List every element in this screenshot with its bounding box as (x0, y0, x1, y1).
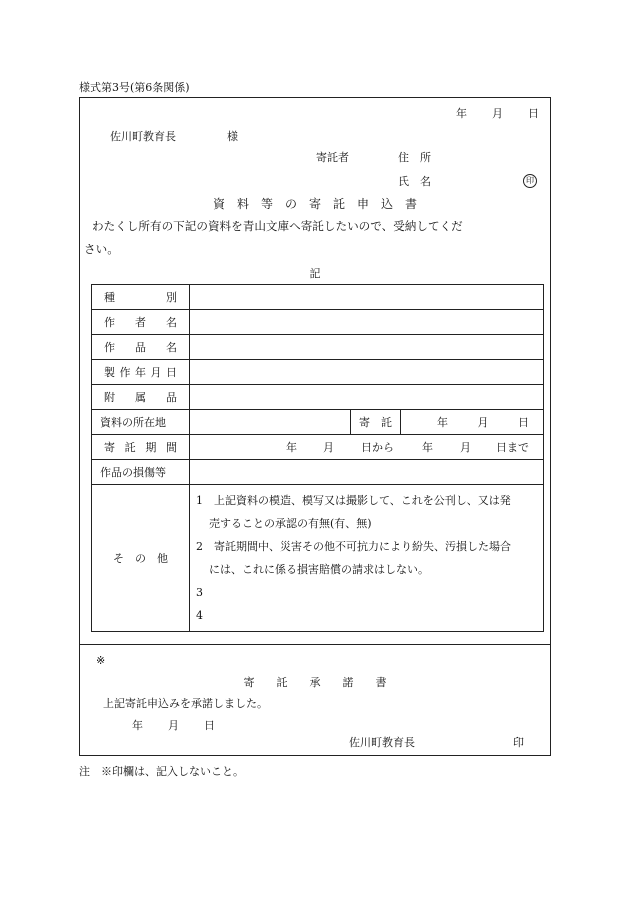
approval-mark: ※ (96, 654, 106, 667)
seal-mark: 印 (523, 174, 537, 188)
deposit-month-label: 月 (477, 416, 489, 429)
body-text-line1: わたくし所有の下記の資料を青山文庫へ寄託したいので、受納してくだ (92, 219, 463, 233)
form-number: 様式第3号(第6条関係) (79, 81, 190, 94)
deposit-day-label: 日 (518, 416, 529, 429)
period-from: 日から (361, 441, 394, 454)
period-field[interactable] (190, 435, 544, 460)
addressee-honorific: 様 (227, 130, 238, 143)
other-field (190, 485, 544, 632)
approval-seal: 印 (513, 736, 524, 749)
addressee-name: 佐川町教育長 (110, 130, 176, 143)
row-label-location: 資料の所在地 (92, 410, 190, 435)
accessories-field[interactable] (190, 385, 544, 410)
deposit-year-label: 年 (437, 416, 448, 429)
approval-signer: 佐川町教育長 (349, 736, 415, 749)
section-divider (80, 644, 550, 645)
table-row (92, 460, 544, 485)
other-item-1: 1 上記資料の模造、模写又は撮影して、これを公刊し、又は発 (196, 494, 511, 507)
row-label-accessories: 附属品 (92, 385, 190, 410)
row-label-type: 種 別 (92, 285, 190, 310)
table-row (92, 285, 544, 310)
consignor-name-label: 氏 名 (398, 175, 431, 188)
row-label-work: 作品名 (92, 335, 190, 360)
table-row (92, 335, 544, 360)
date-month-label: 月 (492, 107, 503, 120)
table-row (92, 435, 544, 460)
other-item-2: 2 寄託期間中、災害その他不可抗力により紛失、汚損した場合 (196, 540, 511, 553)
body-text-line2: さい。 (84, 242, 119, 256)
damage-field[interactable] (190, 460, 544, 485)
production-date-field[interactable] (190, 360, 544, 385)
other-item-3: 3 (196, 586, 203, 599)
table-row (92, 410, 544, 435)
type-field[interactable] (190, 285, 544, 310)
row-label-author: 作者名 (92, 310, 190, 335)
details-table (91, 284, 544, 632)
location-field[interactable] (190, 410, 351, 435)
table-row (92, 360, 544, 385)
row-label-other: そ の 他 (92, 485, 190, 632)
approval-month-label: 月 (168, 719, 179, 732)
other-item-2-cont: には、これに係る損害賠償の請求はしない。 (209, 563, 429, 576)
row-label-period: 寄託期間 (92, 435, 190, 460)
other-item-4: 4 (196, 609, 203, 622)
application-form (79, 97, 551, 756)
work-field[interactable] (190, 335, 544, 360)
consignor-label: 寄託者 (316, 151, 349, 164)
deposit-date-field[interactable] (401, 410, 544, 435)
date-year-label: 年 (456, 107, 467, 120)
period-year1: 年 (286, 441, 297, 454)
period-month1: 月 (323, 441, 334, 454)
table-row (92, 485, 544, 632)
approval-year-label: 年 (132, 719, 143, 732)
table-row (92, 385, 544, 410)
ki-heading: 記 (309, 267, 321, 280)
footnote: 注 ※印欄は、記入しないこと。 (79, 765, 244, 778)
consignor-address-label: 住 所 (398, 151, 431, 164)
other-item-1-cont: 売することの承認の有無(有、無) (209, 517, 372, 530)
table-row (92, 310, 544, 335)
date-day-label: 日 (528, 107, 539, 120)
period-year2: 年 (422, 441, 433, 454)
row-label-damage: 作品の損傷等 (92, 460, 190, 485)
deposit-label: 寄 託 (351, 410, 401, 435)
period-month2: 月 (460, 441, 471, 454)
form-title: 資 料 等 の 寄 託 申 込 書 (212, 197, 417, 211)
author-field[interactable] (190, 310, 544, 335)
approval-day-label: 日 (204, 719, 215, 732)
period-until: 日まで (496, 441, 529, 454)
approval-title: 寄 託 承 諾 書 (243, 676, 387, 689)
row-label-production-date: 製作年月日 (92, 360, 190, 385)
approval-text: 上記寄託申込みを承諾しました。 (103, 697, 268, 710)
